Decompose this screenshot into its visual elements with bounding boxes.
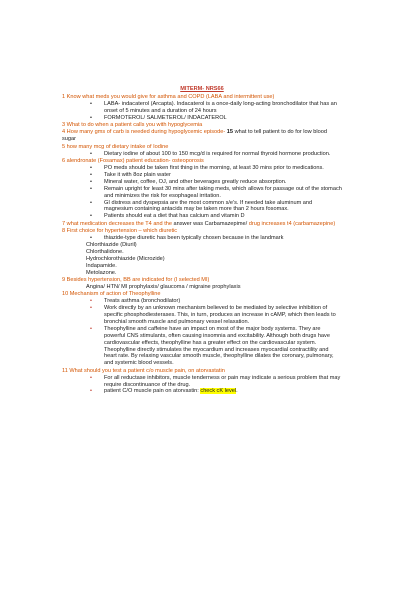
list-item: • Treats asthma (bronchodilator): [90, 298, 342, 305]
question-7: [62, 221, 342, 228]
question-3: 3 What to do when a patient calls you with hypoglycemia: [62, 122, 203, 129]
question-6: 6 alendronate (Fosamax) patient education- osteoporosis: [62, 158, 204, 165]
question-5: 5 how many mcg of dietary intake of Iodine: [62, 143, 169, 150]
list-item: • PO meds should be taken first thing in the morning, at least 30 mins prior to medications.: [90, 165, 342, 172]
list-item: • Dietary iodine of about 100 to 150 mcg/d is required for normal thyroid hormone production.: [90, 151, 342, 158]
question-4-answer: 15: [225, 129, 234, 136]
list-item: • Remain upright for least 30 mins after taking meds, which allows for passage out of the stomach and minimizes the risk for esophageal irritation.: [90, 186, 342, 200]
list-item: Chlorthalidone.: [86, 248, 124, 255]
highlighted-answer: check cK level: [200, 388, 237, 395]
question-10-answers: [62, 298, 342, 367]
question-8: 8 First choice for hypertension – which diuretic: [62, 228, 178, 235]
question-9: 9 Besides hypertension, BB are indicated for (I selected MI): [62, 276, 210, 283]
question-4-text: 4 How many gms of carb is needed during hypoglycemic episode-: [62, 129, 226, 136]
list-item: • LABA- indacaterol (Arcapta). Indacaterol is a once-daily long-acting bronchodilator that has an onset of 5 minutes and a duration of 24 hours: [90, 101, 342, 115]
question-7-rest: drug increases t4 (carbamazepine): [248, 220, 336, 227]
question-9-answer: Angina/ HTN/ MI prophylaxis/ glaucoma / migraine prophylaxis: [86, 283, 241, 290]
page-title: MITERM- NRS66: [180, 86, 224, 92]
question-7-text: 7 what medication decreases the T4 and the: [62, 220, 172, 227]
list-item: Indapamide.: [86, 262, 117, 269]
list-item: Hydrochlorothiazide (Microzide): [86, 255, 165, 262]
list-item: • Theophylline and caffeine have an impact on most of the major body systems. They are powerful CNS stimulants, often causing insomnia and excitability. Although both drugs have cardiovascular effects, theophylline has a greater effect on the cardiovascular system. Theophylline directly stimulates the myocardium and increases myocardial contractility and heart rate. By relaxing vascular smooth muscle, theophylline dilates the coronary, pulmonary, and systemic blood vessels.: [90, 326, 342, 367]
list-item: • For all reductase inhibitors, muscle tenderness or pain may indicate a serious problem that may require discontinuance of the drug.: [90, 375, 342, 389]
question-7-answer: answer was Carbamazepime/: [171, 220, 249, 227]
list-item: • Patients should eat a diet that has calcium and vitamin D: [90, 213, 342, 220]
question-11-answers: [62, 375, 342, 396]
diuretic-list: [62, 242, 342, 277]
question-4-rest: what to tell patient to do for low blood sugar: [62, 129, 327, 143]
question-10: 10 Mechanism of action of Theophylline: [62, 291, 161, 298]
question-8-answers: [62, 235, 342, 242]
list-item: [90, 388, 342, 395]
list-item: • FORMOTEROL/ SALMETEROL/ INDACATEROL: [90, 115, 342, 122]
question-1: 1 Know what meds you would give for asthma and COPD (LABA and intermittent use): [62, 93, 275, 100]
answer-end: .: [236, 388, 238, 395]
list-item: • GI distress and dyspepsia are the most common s/e's. If needed take aluminum and magnesium containing antacids may be taken more than 2 hours fosomax.: [90, 200, 342, 214]
document-content: [62, 86, 342, 395]
list-item: Chlorthiazide (Diuril): [86, 241, 137, 248]
list-item: • Take it with 8oz plain water: [90, 172, 342, 179]
list-item: • Mineral water, coffee, OJ, and other beverages greatly reduce absorption.: [90, 179, 342, 186]
list-item: • thiazide-type diuretic has been typically chosen because in the landmark: [90, 235, 342, 242]
list-item: • Work directly by an unknown mechanism believed to be mediated by selective inhibition of specific phosphodiesterases. This, in turn, produces an increase in cAMP, which then leads to bronchial smooth muscle and pulmonary vessel relaxation.: [90, 305, 342, 326]
question-1-answers: [62, 101, 342, 122]
list-item: Metolazone.: [86, 269, 117, 276]
question-4: [62, 129, 342, 143]
question-11: 11 What should you test a patient c/o muscle pain, on atorvastatin: [62, 367, 225, 374]
answer-text: patient C/O muscle pain on atorvastin:: [104, 388, 201, 395]
question-5-answers: [62, 151, 342, 158]
question-6-answers: [62, 165, 342, 220]
